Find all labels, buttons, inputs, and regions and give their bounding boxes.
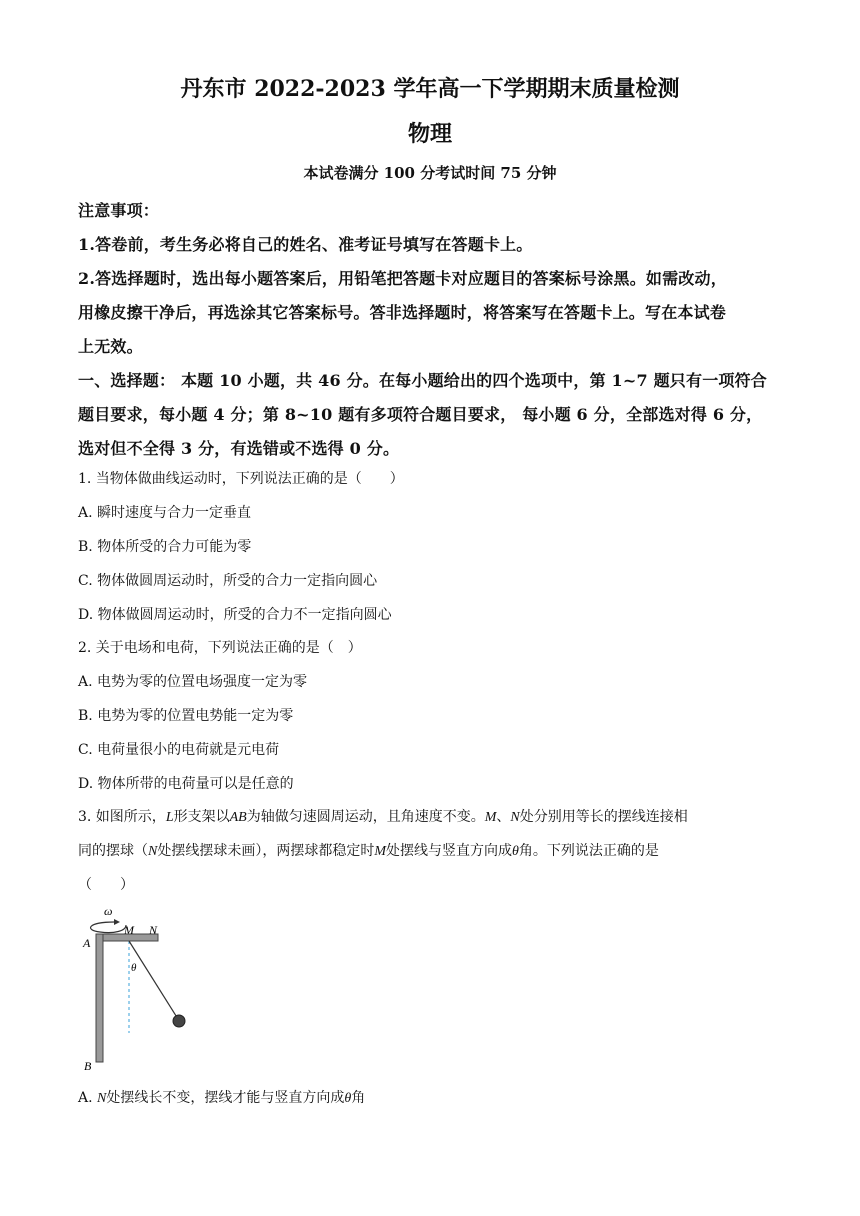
section-instructions-line: 题目要求，每小题 4 分；第 8~10 题有多项符合题目要求， 每小题 6 分，全部选对得 6 分， <box>78 405 763 424</box>
l-frame-pendulum-figure <box>76 905 206 1075</box>
notes-item: 2.答选择题时，选出每小题答案后，用铅笔把答题卡对应题目的答案标号涂黑。如需改动， <box>78 269 727 288</box>
question-2-option-d: D. 物体所带的电荷量可以是任意的 <box>78 776 294 792</box>
notes-item: 1.答卷前，考生务必将自己的姓名、准考证号填写在答题卡上。 <box>78 235 533 254</box>
arrow-head-icon <box>114 919 120 925</box>
question-1-option-b: B. 物体所受的合力可能为零 <box>78 539 252 555</box>
frame-vertical-bar <box>96 934 103 1062</box>
question-1-stem: 1. 当物体做曲线运动时，下列说法正确的是（ ） <box>78 471 404 487</box>
question-2-stem: 2. 关于电场和电荷，下列说法正确的是（ ） <box>78 640 362 656</box>
rotation-arrow-icon <box>91 922 126 933</box>
section-instructions-line: 一、选择题： 本题 10 小题，共 46 分。在每小题给出的四个选项中，第 1~7 题只有一项符合 <box>78 371 767 390</box>
section-instructions-line: 选对但不全得 3 分，有选错或不选得 0 分。 <box>78 439 400 458</box>
question-2-option-a: A. 电势为零的位置电场强度一定为零 <box>78 674 308 690</box>
theta-label: θ <box>131 962 137 974</box>
label-m: M <box>124 923 134 937</box>
question-3-option-a: A. N处摆线长不变，摆线才能与竖直方向成θ角 <box>78 1090 366 1106</box>
exam-title: 丹东市 2022-2023 学年高一下学期期末质量检测 <box>180 76 680 102</box>
question-2-option-c: C. 电荷量很小的电荷就是元电荷 <box>78 742 280 758</box>
question-2-option-b: B. 电势为零的位置电势能一定为零 <box>78 708 294 724</box>
question-3-answer-blank: （ ） <box>78 877 134 893</box>
notes-item: 用橡皮擦干净后，再选涂其它答案标号。答非选择题时，将答案写在答题卡上。写在本试卷 <box>78 303 727 322</box>
label-a: A <box>83 936 91 950</box>
notes-heading: 注意事项： <box>78 201 160 220</box>
question-1-option-a: A. 瞬时速度与合力一定垂直 <box>78 505 252 521</box>
question-3-stem-line-1: 3. 如图所示，L形支架以AB为轴做匀速圆周运动，且角速度不变。M、N处分别用等长的摆线连接相 <box>78 809 688 825</box>
omega-label: ω <box>104 905 113 918</box>
notes-item: 上无效。 <box>78 337 143 356</box>
label-b: B <box>84 1059 92 1073</box>
question-1-option-d: D. 物体做圆周运动时，所受的合力不一定指向圆心 <box>78 607 392 623</box>
question-3-stem-line-2: 同的摆球（N处摆线摆球未画），两摆球都稳定时M处摆线与竖直方向成θ角。下列说法正确的是 <box>78 843 659 859</box>
pendulum-ball <box>173 1015 185 1027</box>
question-1-option-c: C. 物体做圆周运动时，所受的合力一定指向圆心 <box>78 573 378 589</box>
subject-title: 物理 <box>407 121 452 147</box>
label-n: N <box>149 923 158 937</box>
exam-info: 本试卷满分 100 分考试时间 75 分钟 <box>303 164 557 182</box>
pendulum-string <box>129 941 178 1019</box>
